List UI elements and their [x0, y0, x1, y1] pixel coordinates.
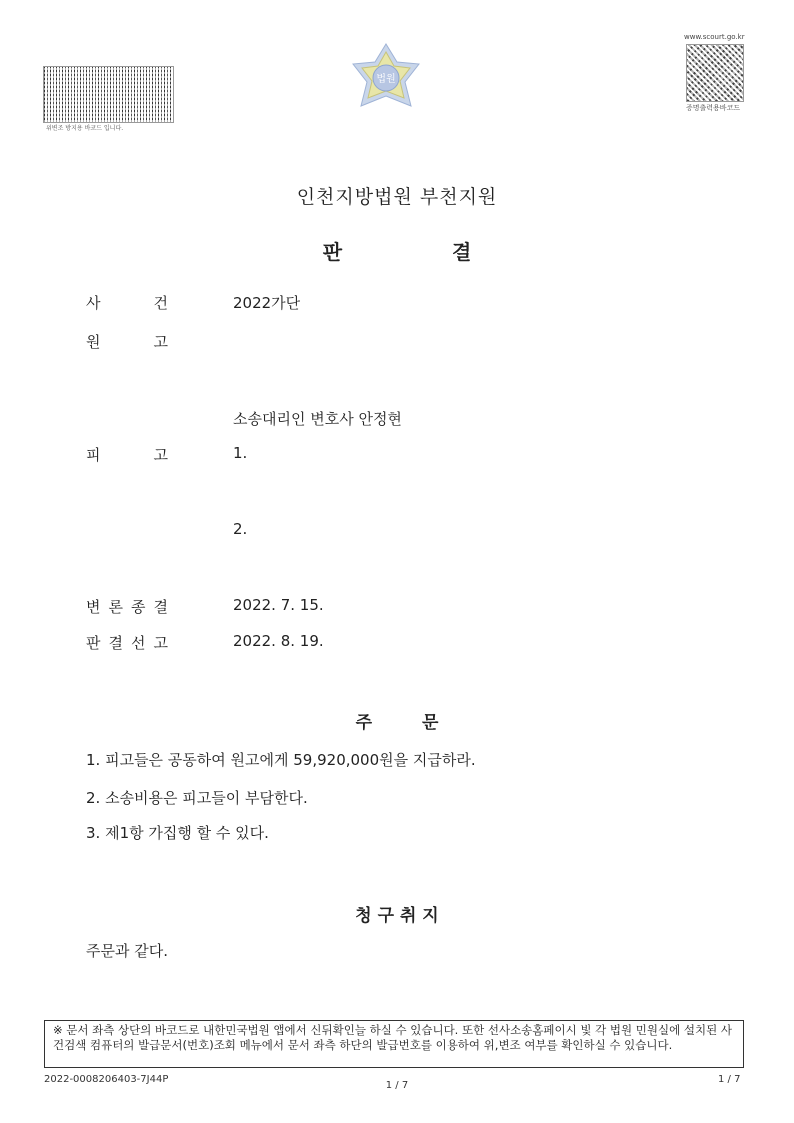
defendant-2: 2.	[233, 520, 248, 538]
authentication-barcode	[43, 66, 174, 123]
order-item-1: 1. 피고들은 공동하여 원고에게 59,920,000원을 지급하라.	[86, 751, 476, 769]
page-number-center: 1 / 7	[385, 1080, 409, 1091]
field-label-plaintiff: 원 고	[86, 333, 168, 351]
title-char: 결	[451, 240, 472, 264]
order-title: 주 문	[355, 713, 439, 733]
judgment-date: 2022. 8. 19.	[233, 632, 324, 650]
case-number: 2022가단	[233, 294, 301, 312]
order-item-3: 3. 제1항 가집행 할 수 있다.	[86, 824, 269, 842]
field-label-defendant: 피 고	[86, 446, 168, 464]
barcode-caption: 위변조 방지용 바코드 입니다.	[46, 125, 124, 132]
verification-notice: ※ 문서 좌측 상단의 바코드로 내한민국법원 앱에서 신뒤확인늘 하실 수 있습니다. 또한 선사소송홈페이시 빛 각 법원 민원실에 설치된 사건검색 컴퓨터의 발급문서(번호)조회 메뉴에서 문서 좌측 하단의 발급번호를 이용하여 위,변조 여부를 확인하실 수 있습니다.	[44, 1020, 744, 1068]
hearing-closed-date: 2022. 7. 15.	[233, 596, 324, 614]
svg-text:법원: 법원	[376, 74, 396, 85]
field-label-hearing-closed: 변 론 종 결	[86, 598, 168, 616]
qr-site-url: www.scourt.go.kr	[684, 33, 745, 41]
field-label-case: 사 건	[86, 294, 168, 312]
title-char: 판	[322, 240, 343, 264]
issue-number: 2022-0008206403-7J44P	[44, 1074, 169, 1085]
court-emblem-icon	[347, 42, 425, 116]
claim-text: 주문과 같다.	[86, 942, 168, 960]
field-label-judgment-date: 판 결 선 고	[86, 634, 168, 652]
qr-caption: 증명출력용바코드	[686, 104, 741, 112]
court-name: 인천지방법원 부천지원	[296, 186, 498, 208]
page-number-right: 1 / 7	[718, 1074, 741, 1085]
claim-title: 청 구 취 지	[355, 906, 439, 926]
qr-code	[686, 44, 744, 102]
defendant-1: 1.	[233, 444, 248, 462]
attorney: 소송대리인 변호사 안정현	[233, 410, 402, 428]
order-item-2: 2. 소송비용은 피고들이 부담한다.	[86, 789, 308, 807]
document-title	[0, 236, 794, 265]
